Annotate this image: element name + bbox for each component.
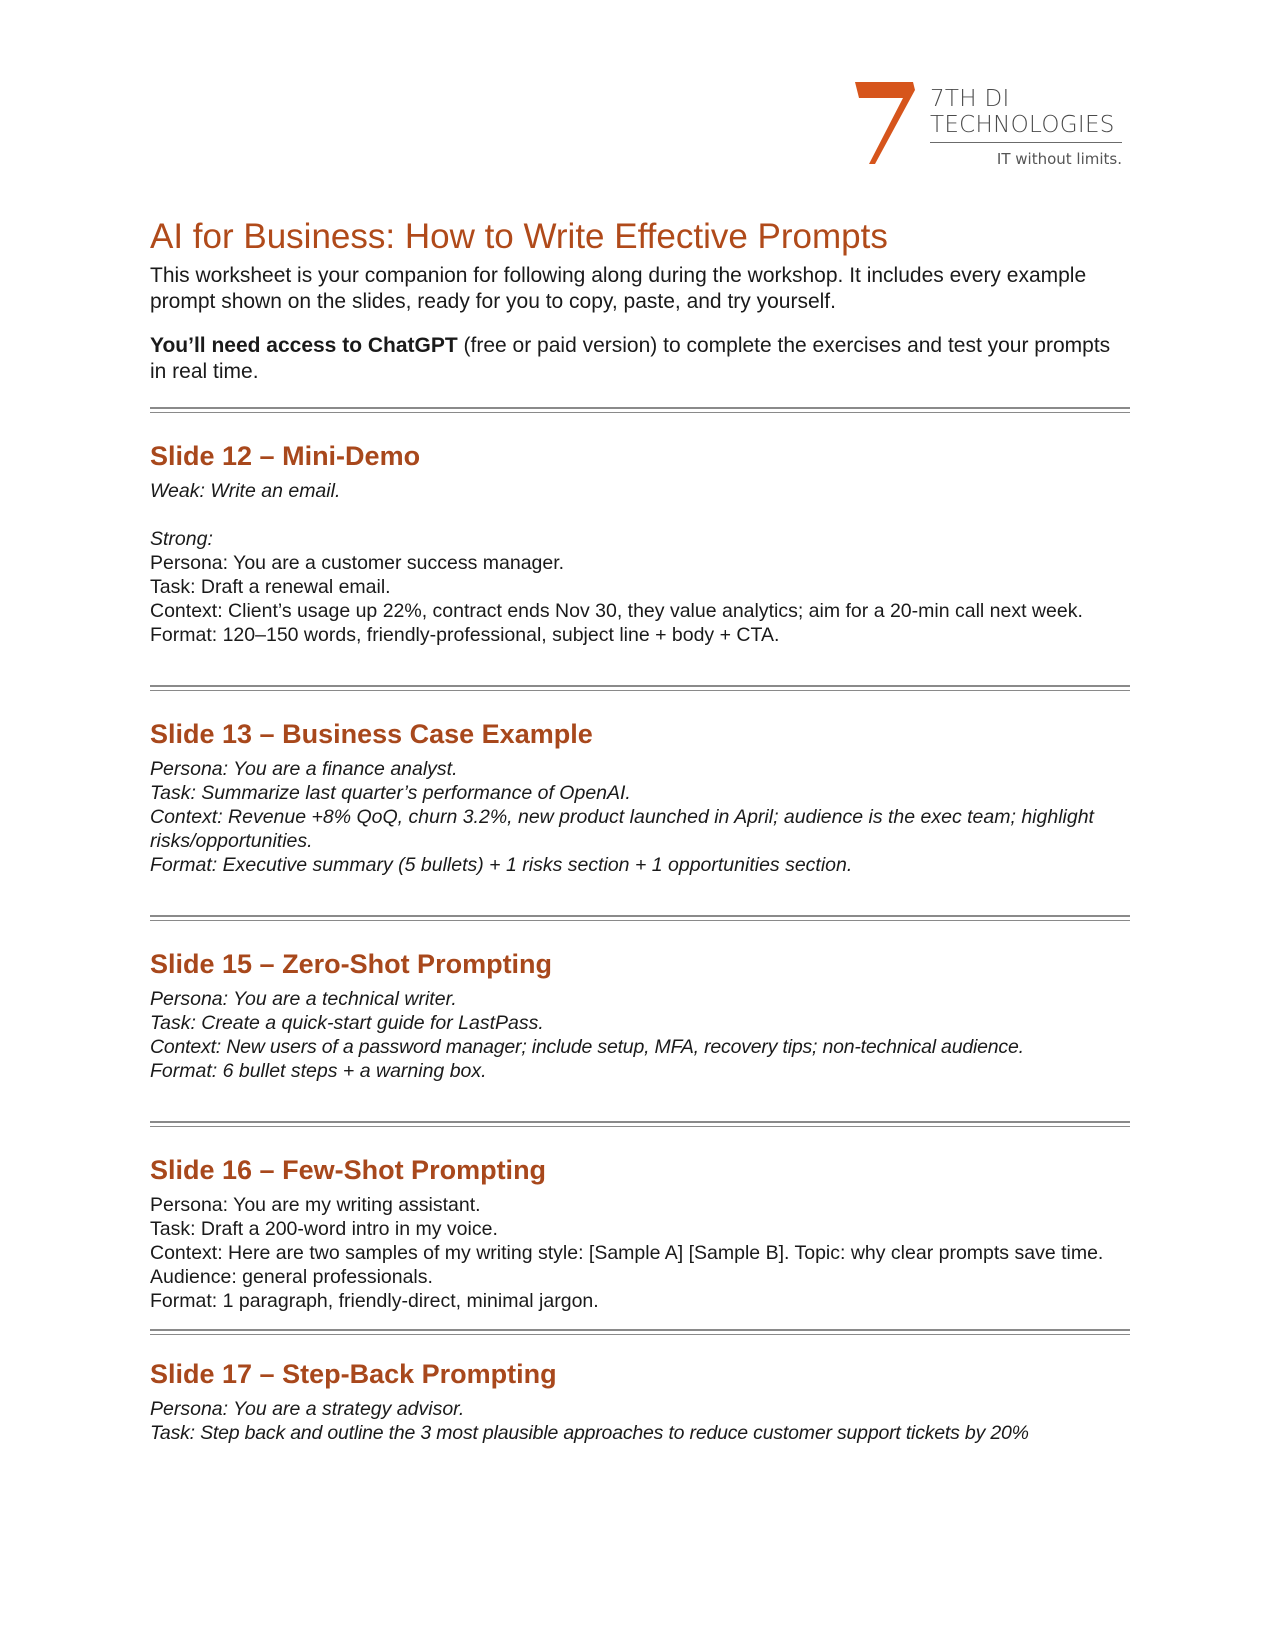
seven-logo-icon [855,82,925,172]
section-divider [150,407,1130,413]
persona-line: Persona: You are a finance analyst. [150,758,458,780]
task-line: Task: Step back and outline the 3 most plausible approaches to reduce customer support tickets by 20% [150,1422,1029,1444]
logo-tagline: IT without limits. [996,150,1122,168]
format-line: Format: 1 paragraph, friendly-direct, minimal jargon. [150,1290,599,1312]
task-line: Task: Draft a renewal email. [150,576,391,598]
section-slide-13 [150,717,1130,877]
requirements-paragraph [150,333,1130,385]
page-title: AI for Business: How to Write Effective Prompts [150,217,888,256]
context-line: Context: Revenue +8% QoQ, churn 3.2%, new product launched in April; audience is the exec team; highlight risks/opportunities. [150,806,1094,852]
section-heading: Slide 15 – Zero-Shot Prompting [150,949,553,979]
persona-line: Persona: You are my writing assistant. [150,1194,481,1216]
persona-line: Persona: You are a strategy advisor. [150,1398,465,1420]
task-line: Task: Summarize last quarter’s performance of OpenAI. [150,782,631,804]
task-line: Task: Draft a 200-word intro in my voice. [150,1218,498,1240]
intro-paragraph: This worksheet is your companion for following along during the workshop. It includes every example prompt shown on the slides, ready for you to copy, paste, and try yourself. [150,264,1087,313]
context-line: Context: Client’s usage up 22%, contract ends Nov 30, they value analytics; aim for a 20-min call next week. [150,600,1083,622]
section-heading: Slide 12 – Mini-Demo [150,441,421,471]
section-heading: Slide 16 – Few-Shot Prompting [150,1155,547,1185]
section-divider [150,1329,1130,1335]
format-line: Format: Executive summary (5 bullets) + 1 risks section + 1 opportunities section. [150,854,853,876]
logo-rule [930,142,1122,143]
logo-line-1: 7TH DI [930,86,1010,112]
requirements-bold-text: You’ll need access to ChatGPT [150,334,458,357]
section-heading: Slide 13 – Business Case Example [150,719,593,749]
weak-prompt: Weak: Write an email. [150,480,341,502]
section-divider [150,685,1130,691]
section-divider [150,1121,1130,1127]
section-heading: Slide 17 – Step-Back Prompting [150,1359,557,1389]
section-slide-17 [150,1357,1130,1445]
logo-line-2: TECHNOLOGIES [930,112,1115,138]
requirements-text: (free or paid version) to complete the exercises and test your prompts in real time. [150,334,1111,383]
section-slide-16 [150,1153,1130,1313]
section-divider [150,915,1130,921]
task-line: Task: Create a quick-start guide for LastPass. [150,1012,544,1034]
format-line: Format: 120–150 words, friendly-professional, subject line + body + CTA. [150,624,780,646]
context-line: Context: New users of a password manager; include setup, MFA, recovery tips; non-technical audience. [150,1036,1024,1058]
section-slide-12 [150,439,1130,647]
company-logo [855,82,1125,172]
document-body [150,215,1130,1445]
persona-line: Persona: You are a customer success manager. [150,552,565,574]
context-line: Context: Here are two samples of my writing style: [Sample A] [Sample B]. Topic: why clear prompts save time. Audience: general professionals. [150,1242,1104,1288]
format-line: Format: 6 bullet steps + a warning box. [150,1060,487,1082]
strong-label: Strong: [150,528,213,550]
persona-line: Persona: You are a technical writer. [150,988,457,1010]
logo-wordmark [930,86,1120,168]
section-slide-15 [150,947,1130,1083]
